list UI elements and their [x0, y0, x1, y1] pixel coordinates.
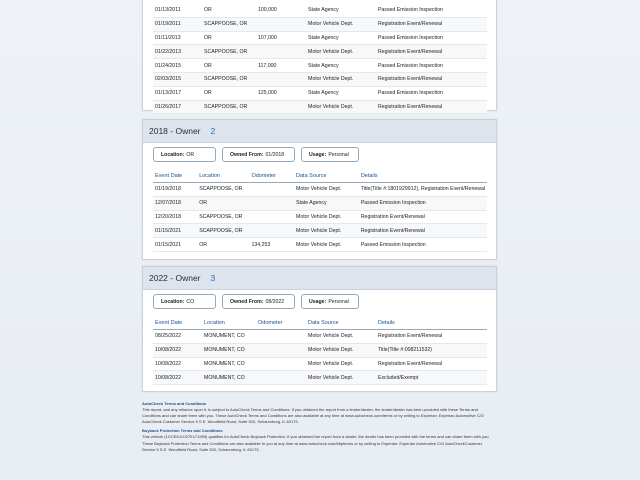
location-cell: MONUMENT, CO — [202, 371, 256, 385]
col-event-date: Event Date — [153, 317, 202, 330]
buyback-terms-title: Buyback Protection Terms and Conditions — [142, 428, 223, 434]
owner-2022-usage-chip — [301, 294, 359, 309]
details-cell: Registration Event/Renewal — [376, 45, 487, 59]
table-row — [153, 72, 487, 86]
odometer-cell — [256, 371, 306, 385]
owner-2018-usage-chip — [301, 147, 359, 162]
data-source-cell: State Agency — [306, 4, 376, 17]
owner-2018-location-chip — [153, 147, 216, 162]
details-cell: Passed Emission Inspection — [376, 4, 487, 17]
details-cell: Passed Emission Inspection — [376, 59, 487, 73]
data-source-cell: State Agency — [306, 59, 376, 73]
table-row — [153, 224, 487, 238]
event-date-cell: 01/26/2017 — [153, 100, 202, 114]
table-row — [153, 238, 487, 252]
owner-2022-title: 2022 - Owner — [149, 273, 201, 283]
table-row — [153, 45, 487, 59]
owner-2022-owned-chip — [222, 294, 295, 309]
owner-2018-card — [142, 119, 497, 260]
odometer-cell — [256, 357, 306, 371]
odometer-cell — [249, 196, 294, 210]
data-source-cell: Motor Vehicle Dept. — [294, 224, 359, 238]
owned-label: Owned From: — [230, 151, 264, 158]
table-row — [153, 343, 487, 357]
col-location: Location — [197, 170, 249, 183]
usage-value: Personal — [328, 151, 349, 158]
col-data-source: Data Source — [294, 170, 359, 183]
owner-2022-location-chip — [153, 294, 216, 309]
owner-2018-number: 2 — [210, 126, 216, 136]
owner-2022-number: 3 — [210, 273, 216, 283]
data-source-cell: Motor Vehicle Dept. — [294, 183, 359, 197]
event-date-cell: 01/11/2013 — [153, 31, 202, 45]
table-row — [153, 196, 487, 210]
data-source-cell: State Agency — [306, 31, 376, 45]
table-row — [153, 100, 487, 114]
table-row — [153, 210, 487, 224]
owner-2018-header — [143, 120, 496, 143]
location-cell: MONUMENT, CO — [202, 343, 256, 357]
event-date-cell: 01/19/2018 — [153, 183, 197, 197]
data-source-cell: Motor Vehicle Dept. — [306, 17, 376, 31]
location-cell: SCAPPOOSE, OR — [202, 45, 256, 59]
details-cell: Passed Emission Inspection — [376, 31, 487, 45]
event-date-cell: 02/03/2015 — [153, 72, 202, 86]
table-row — [153, 31, 487, 45]
location-cell: SCAPPOOSE, OR — [197, 183, 249, 197]
event-date-cell: 01/15/2021 — [153, 224, 197, 238]
col-event-date: Event Date — [153, 170, 197, 183]
location-label: Location: — [161, 151, 185, 158]
event-date-cell: 01/13/2017 — [153, 86, 202, 100]
odometer-cell — [256, 17, 306, 31]
details-cell: Passed Emission Inspection — [359, 238, 487, 252]
location-cell: SCAPPOOSE, OR — [197, 210, 249, 224]
table-row — [153, 330, 487, 344]
location-value: CO — [186, 298, 195, 305]
odometer-cell: 100,000 — [256, 4, 306, 17]
data-source-cell: Motor Vehicle Dept. — [306, 371, 376, 385]
table-row — [153, 4, 487, 17]
data-source-cell: State Agency — [306, 86, 376, 100]
col-location: Location — [202, 317, 256, 330]
odometer-cell — [249, 224, 294, 238]
owner-2018-title: 2018 - Owner — [149, 126, 201, 136]
previous-owner-card — [142, 0, 497, 111]
odometer-cell — [256, 72, 306, 86]
details-cell: Passed Emission Inspection — [359, 196, 487, 210]
details-cell: Excluded/Exempt — [376, 371, 487, 385]
buyback-terms-text: This vehicle (1GCEK19J27E171959) qualifies for AutoCheck Buyback Protection. If you obtained the report from a dealer, the dealer has been provided with the terms and can share them with you. These Buyback Protection Terms and Conditions are also available to you at any time at www.autocheck.com/bbpterms or by writing to Experian: Experian Automotive C/O AutoCheckCustomer Service 5 S.E. Woodfield Road, Suite 300, Schaumburg, IL 60173. — [142, 434, 490, 452]
details-cell: Registration Event/Renewal — [376, 330, 487, 344]
odometer-cell — [249, 210, 294, 224]
owned-value: 01/2018 — [265, 151, 285, 158]
col-details: Details — [376, 317, 487, 330]
details-cell: Registration Event/Renewal — [376, 72, 487, 86]
event-date-cell: 12/07/2018 — [153, 196, 197, 210]
odometer-cell: 134,253 — [249, 238, 294, 252]
details-cell: Registration Event/Renewal — [376, 17, 487, 31]
location-cell: MONUMENT, CO — [202, 357, 256, 371]
usage-value: Personal — [328, 298, 349, 305]
event-date-cell: 01/15/2021 — [153, 238, 197, 252]
autocheck-terms-title: AutoCheck Terms and Conditions — [142, 401, 207, 406]
details-cell: Passed Emission Inspection — [376, 86, 487, 100]
odometer-cell — [256, 45, 306, 59]
data-source-cell: Motor Vehicle Dept. — [306, 45, 376, 59]
table-row — [153, 86, 487, 100]
data-source-cell: Motor Vehicle Dept. — [306, 100, 376, 114]
event-date-cell: 10/08/2022 — [153, 371, 202, 385]
col-details: Details — [359, 170, 487, 183]
odometer-cell — [256, 100, 306, 114]
table-row — [153, 371, 487, 385]
event-date-cell: 10/08/2022 — [153, 357, 202, 371]
owned-value: 08/2022 — [265, 298, 285, 305]
previous-owner-history-table — [153, 4, 487, 114]
odometer-cell: 107,000 — [256, 31, 306, 45]
owner-2018-owned-chip — [222, 147, 295, 162]
owner-2022-header — [143, 267, 496, 290]
details-cell: Registration Event/Renewal — [359, 224, 487, 238]
data-source-cell: Motor Vehicle Dept. — [306, 330, 376, 344]
table-row — [153, 59, 487, 73]
legal-footer — [142, 401, 495, 456]
details-cell: Registration Event/Renewal — [376, 100, 487, 114]
location-value: OR — [186, 151, 195, 158]
data-source-cell: Motor Vehicle Dept. — [294, 238, 359, 252]
data-source-cell: Motor Vehicle Dept. — [306, 357, 376, 371]
event-date-cell: 01/19/2011 — [153, 17, 202, 31]
owner-2022-history-table — [153, 317, 487, 385]
autocheck-terms-text: This report, and any reliance upon it, is subject to AutoCheck Terms and Conditions. If you obtained the report from a lender/dealer, the lender/dealer has been provided with these Terms and Conditions and can share them with you. These AutoCheck Terms and Conditions are also available at any time at www.autocheck.com/terms or by writing to Experian: Experian Automotive C/O AutoCheck Customer Service 5 S.E. Woodfield Road, Suite 300, Schaumburg, IL 60173. — [142, 407, 484, 425]
odometer-cell: 125,000 — [256, 86, 306, 100]
usage-label: Usage: — [309, 298, 327, 305]
details-cell: Title(Title #:1801929912), Registration Event/Renewal — [359, 183, 487, 197]
details-cell: Registration Event/Renewal — [359, 210, 487, 224]
location-cell: OR — [197, 238, 249, 252]
location-cell: OR — [202, 59, 256, 73]
location-cell: OR — [202, 86, 256, 100]
event-date-cell: 08/25/2022 — [153, 330, 202, 344]
event-date-cell: 12/20/2018 — [153, 210, 197, 224]
owned-label: Owned From: — [230, 298, 264, 305]
data-source-cell: Motor Vehicle Dept. — [306, 343, 376, 357]
col-odometer: Odometer — [249, 170, 294, 183]
odometer-cell: 117,000 — [256, 59, 306, 73]
location-cell: SCAPPOOSE, OR — [202, 100, 256, 114]
event-date-cell: 01/22/2013 — [153, 45, 202, 59]
table-row — [153, 357, 487, 371]
event-date-cell: 01/13/2011 — [153, 4, 202, 17]
location-cell: OR — [197, 196, 249, 210]
data-source-cell: Motor Vehicle Dept. — [294, 210, 359, 224]
col-odometer: Odometer — [256, 317, 306, 330]
data-source-cell: State Agency — [294, 196, 359, 210]
usage-label: Usage: — [309, 151, 327, 158]
location-cell: SCAPPOOSE, OR — [202, 72, 256, 86]
location-cell: OR — [202, 31, 256, 45]
location-cell: MONUMENT, CO — [202, 330, 256, 344]
owner-2022-card — [142, 266, 497, 392]
details-cell: Title(Title #:008211532) — [376, 343, 487, 357]
odometer-cell — [256, 330, 306, 344]
location-cell: OR — [202, 4, 256, 17]
location-label: Location: — [161, 298, 185, 305]
owner-2018-history-table — [153, 170, 487, 252]
data-source-cell: Motor Vehicle Dept. — [306, 72, 376, 86]
event-date-cell: 10/08/2022 — [153, 343, 202, 357]
location-cell: SCAPPOOSE, OR — [202, 17, 256, 31]
location-cell: SCAPPOOSE, OR — [197, 224, 249, 238]
details-cell: Registration Event/Renewal — [376, 357, 487, 371]
table-row — [153, 17, 487, 31]
odometer-cell — [249, 183, 294, 197]
col-data-source: Data Source — [306, 317, 376, 330]
table-row — [153, 183, 487, 197]
event-date-cell: 01/24/2015 — [153, 59, 202, 73]
odometer-cell — [256, 343, 306, 357]
